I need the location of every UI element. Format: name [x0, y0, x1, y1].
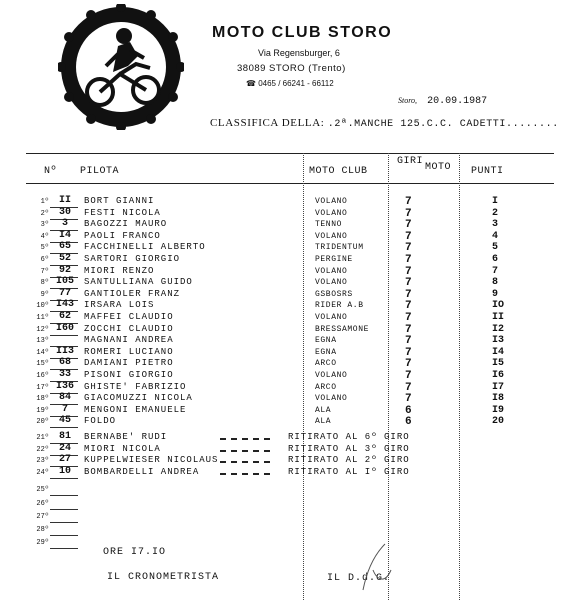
bib-number: 3 — [61, 218, 68, 230]
laps-count: 7 — [405, 370, 412, 382]
position-number: 3º — [40, 221, 49, 230]
bib-number: I36 — [55, 380, 74, 392]
position-number: 5º — [40, 244, 49, 253]
bib-number: 84 — [58, 392, 71, 404]
position-number: 17º — [36, 383, 49, 392]
pilot-name: BERNABE' RUDI — [84, 432, 168, 442]
position-number: 25º — [36, 486, 49, 495]
points: I5 — [492, 358, 505, 370]
points: 2 — [492, 207, 499, 219]
laps-count: 7 — [405, 381, 412, 394]
pilot-name: GHISTE' FABRIZIO — [84, 381, 187, 392]
points: 6 — [492, 254, 499, 265]
bib-number: 33 — [58, 369, 71, 380]
points: I3 — [492, 335, 505, 347]
points: 8 — [492, 277, 499, 289]
pilot-name: MAGNANI ANDREA — [84, 335, 174, 346]
laps-count: 7 — [405, 196, 412, 208]
laps-count: 7 — [405, 346, 412, 359]
position-number: 10º — [36, 302, 49, 311]
number-underline — [50, 495, 78, 496]
pilot-name: FACCHINELLI ALBERTO — [84, 242, 206, 253]
laps-count: 7 — [405, 312, 412, 324]
date-place: Storo, — [398, 96, 418, 105]
moto-club: EGNA — [315, 347, 337, 357]
pilot-name: PAOLI FRANCO — [84, 230, 161, 241]
position-number: 15º — [36, 360, 49, 369]
number-underline — [50, 548, 78, 549]
column-divider-club — [303, 153, 304, 600]
laps-count: 7 — [405, 277, 412, 290]
laps-count: 7 — [405, 230, 412, 243]
position-number: 12º — [36, 325, 49, 334]
points: I — [492, 196, 499, 207]
points: I7 — [492, 381, 505, 393]
position-number: 27º — [36, 512, 49, 521]
laps-count: 7 — [405, 265, 412, 278]
club-name: MOTO CLUB STORO — [212, 24, 393, 41]
position-number: 11º — [36, 314, 49, 322]
table-top-rule — [26, 153, 554, 154]
bib-number: 27 — [58, 454, 71, 466]
points: 20 — [492, 416, 505, 428]
position-number: 23º — [36, 457, 49, 466]
phone-line: ☎ 0465 / 66241 - 66112 — [246, 79, 334, 88]
moto-club: VOLANO — [315, 208, 348, 218]
race-director-label: IL D.d.G. — [327, 573, 391, 584]
points: 4 — [492, 230, 499, 242]
laps-count: 7 — [405, 219, 412, 232]
bib-number: 62 — [58, 311, 71, 322]
pilot-name: ROMERI LUCIANO — [84, 346, 174, 357]
position-number: 6º — [40, 256, 49, 264]
moto-club: ALA — [315, 405, 332, 415]
position-number: 1º — [40, 198, 49, 206]
bib-number: I05 — [55, 276, 74, 288]
bib-number: 77 — [58, 287, 71, 299]
number-underline — [50, 335, 78, 336]
column-header-number: Nº — [44, 166, 58, 177]
strike-dash — [220, 438, 270, 440]
pilot-name: IRSARA LOIS — [84, 300, 155, 311]
column-header-punti: PUNTI — [471, 166, 504, 177]
classifica-value: .2ª.MANCHE 125.C.C. CADETTI........ — [327, 119, 559, 130]
points: I9 — [492, 404, 505, 416]
laps-count: 7 — [405, 323, 412, 336]
bib-number: 68 — [58, 357, 71, 369]
points: 9 — [492, 288, 499, 300]
points: I8 — [492, 393, 505, 405]
points: IO — [492, 300, 505, 312]
moto-club: ALA — [315, 417, 332, 427]
number-underline — [50, 522, 78, 523]
retired-note: RITIRATO AL 3º GIRO — [288, 443, 410, 454]
moto-club: ARCO — [315, 359, 337, 369]
timekeeper-label: IL CRONOMETRISTA — [107, 572, 220, 583]
bib-number: 52 — [58, 253, 71, 264]
table-header-rule — [26, 183, 554, 184]
laps-count: 7 — [405, 393, 412, 406]
position-number: 16º — [36, 372, 49, 380]
bib-number: II — [58, 195, 71, 206]
pilot-name: FESTI NICOLA — [84, 207, 161, 218]
points: II — [492, 312, 505, 323]
position-number: 2º — [40, 209, 49, 218]
column-header-moto: MOTO — [425, 162, 452, 173]
position-number: 19º — [36, 406, 49, 415]
laps-count: 7 — [405, 300, 412, 313]
address-line: Via Regensburger, 6 — [258, 48, 340, 58]
bib-number: 10 — [58, 465, 71, 477]
bib-number: I4 — [58, 229, 71, 241]
position-number: 22º — [36, 445, 49, 454]
position-number: 21º — [36, 434, 49, 442]
moto-club: VOLANO — [315, 313, 348, 322]
pilot-name: GIACOMUZZI NICOLA — [84, 393, 193, 404]
strike-dash — [220, 450, 270, 452]
number-underline — [50, 535, 78, 536]
number-underline — [50, 427, 78, 428]
points: 7 — [492, 265, 499, 277]
pilot-name: MENGONI EMANUELE — [84, 404, 187, 415]
club-logo — [58, 4, 184, 130]
position-number: 4º — [40, 232, 49, 241]
moto-club: VOLANO — [315, 394, 348, 404]
moto-club: TENNO — [315, 220, 343, 230]
position-number: 14º — [36, 348, 49, 357]
laps-count: 7 — [405, 242, 412, 255]
retired-note: RITIRATO AL 6º GIRO — [288, 432, 410, 442]
pilot-name: KUPPELWIESER NICOLAUS — [84, 455, 219, 466]
points: 5 — [492, 242, 499, 254]
position-number: 7º — [40, 267, 49, 276]
pilot-name: ZOCCHI CLAUDIO — [84, 323, 174, 334]
laps-count: 7 — [405, 254, 412, 266]
date-line — [398, 96, 487, 107]
laps-count: 6 — [405, 416, 412, 429]
position-number: 18º — [36, 395, 49, 404]
position-number: 24º — [36, 468, 49, 477]
points: I6 — [492, 370, 505, 381]
bib-number: 24 — [58, 442, 71, 454]
pilot-name: SARTORI GIORGIO — [84, 254, 181, 264]
bib-number: II3 — [55, 345, 74, 357]
position-number: 13º — [36, 337, 49, 346]
moto-club: TRIDENTUM — [315, 243, 364, 253]
pilot-name: BOMBARDELLI ANDREA — [84, 466, 200, 477]
moto-club: VOLANO — [315, 197, 348, 206]
phone-icon: ☎ — [246, 79, 259, 88]
bib-number: 65 — [58, 241, 71, 253]
moto-club: PERGINE — [315, 255, 353, 264]
strike-dash — [220, 473, 270, 475]
number-underline — [50, 478, 78, 479]
pilot-name: MIORI RENZO — [84, 265, 155, 276]
pilot-name: MIORI NICOLA — [84, 443, 161, 454]
date-value: 20.09.1987 — [427, 96, 488, 107]
classifica-line — [210, 117, 559, 130]
bib-number: 7 — [61, 403, 68, 415]
pilot-name: BORT GIANNI — [84, 196, 155, 206]
moto-club: VOLANO — [315, 231, 348, 241]
bib-number: 30 — [58, 206, 71, 218]
race-director-signature — [355, 540, 395, 595]
retired-note: RITIRATO AL 2º GIRO — [288, 455, 410, 466]
laps-count: 7 — [405, 335, 412, 348]
position-number: 26º — [36, 499, 49, 508]
city-line: 38089 STORO (Trento) — [237, 63, 346, 74]
retired-note: RITIRATO AL Iº GIRO — [288, 466, 410, 477]
moto-club: VOLANO — [315, 266, 348, 276]
moto-club: ARCO — [315, 382, 337, 392]
column-header-pilota: PILOTA — [80, 166, 120, 177]
points: 3 — [492, 219, 499, 231]
position-number: 9º — [40, 290, 49, 299]
laps-count: 6 — [405, 404, 412, 417]
moto-club: VOLANO — [315, 278, 348, 288]
bib-number: I43 — [55, 299, 74, 311]
pilot-name: PISONI GIORGIO — [84, 370, 174, 380]
position-number: 20º — [36, 418, 49, 427]
laps-count: 7 — [405, 358, 412, 371]
pilot-name: MAFFEI CLAUDIO — [84, 312, 174, 322]
column-header-moto-club: MOTO CLUB — [309, 166, 368, 177]
column-divider-giri — [388, 153, 389, 600]
pilot-name: DAMIANI PIETRO — [84, 358, 174, 369]
points: I4 — [492, 346, 505, 358]
finish-time: ORE I7.IO — [103, 547, 167, 558]
moto-club: GSBOSRS — [315, 289, 353, 299]
bib-number: 81 — [58, 431, 71, 442]
laps-count: 7 — [405, 288, 412, 301]
pilot-name: SANTULLIANA GUIDO — [84, 277, 193, 288]
column-header-giri: GIRI — [397, 156, 424, 167]
classifica-label: CLASSIFICA DELLA: — [210, 117, 325, 129]
position-number: 28º — [36, 525, 49, 534]
moto-club: BRESSAMONE — [315, 324, 370, 334]
position-number: 29º — [36, 538, 49, 547]
bib-number: 45 — [58, 415, 71, 427]
moto-club: EGNA — [315, 336, 337, 346]
column-divider-punti — [459, 153, 460, 600]
laps-count: 7 — [405, 207, 412, 220]
moto-club: VOLANO — [315, 371, 348, 380]
pilot-name: BAGOZZI MAURO — [84, 219, 168, 230]
position-number: 8º — [40, 279, 49, 288]
pilot-name: GANTIOLER FRANZ — [84, 288, 181, 299]
moto-club: RIDER A.B — [315, 301, 364, 311]
pilot-name: FOLDO — [84, 416, 117, 427]
strike-dash — [220, 461, 270, 463]
points: I2 — [492, 323, 505, 335]
bib-number: I60 — [55, 322, 74, 334]
bib-number: 92 — [58, 264, 71, 276]
number-underline — [50, 509, 78, 510]
